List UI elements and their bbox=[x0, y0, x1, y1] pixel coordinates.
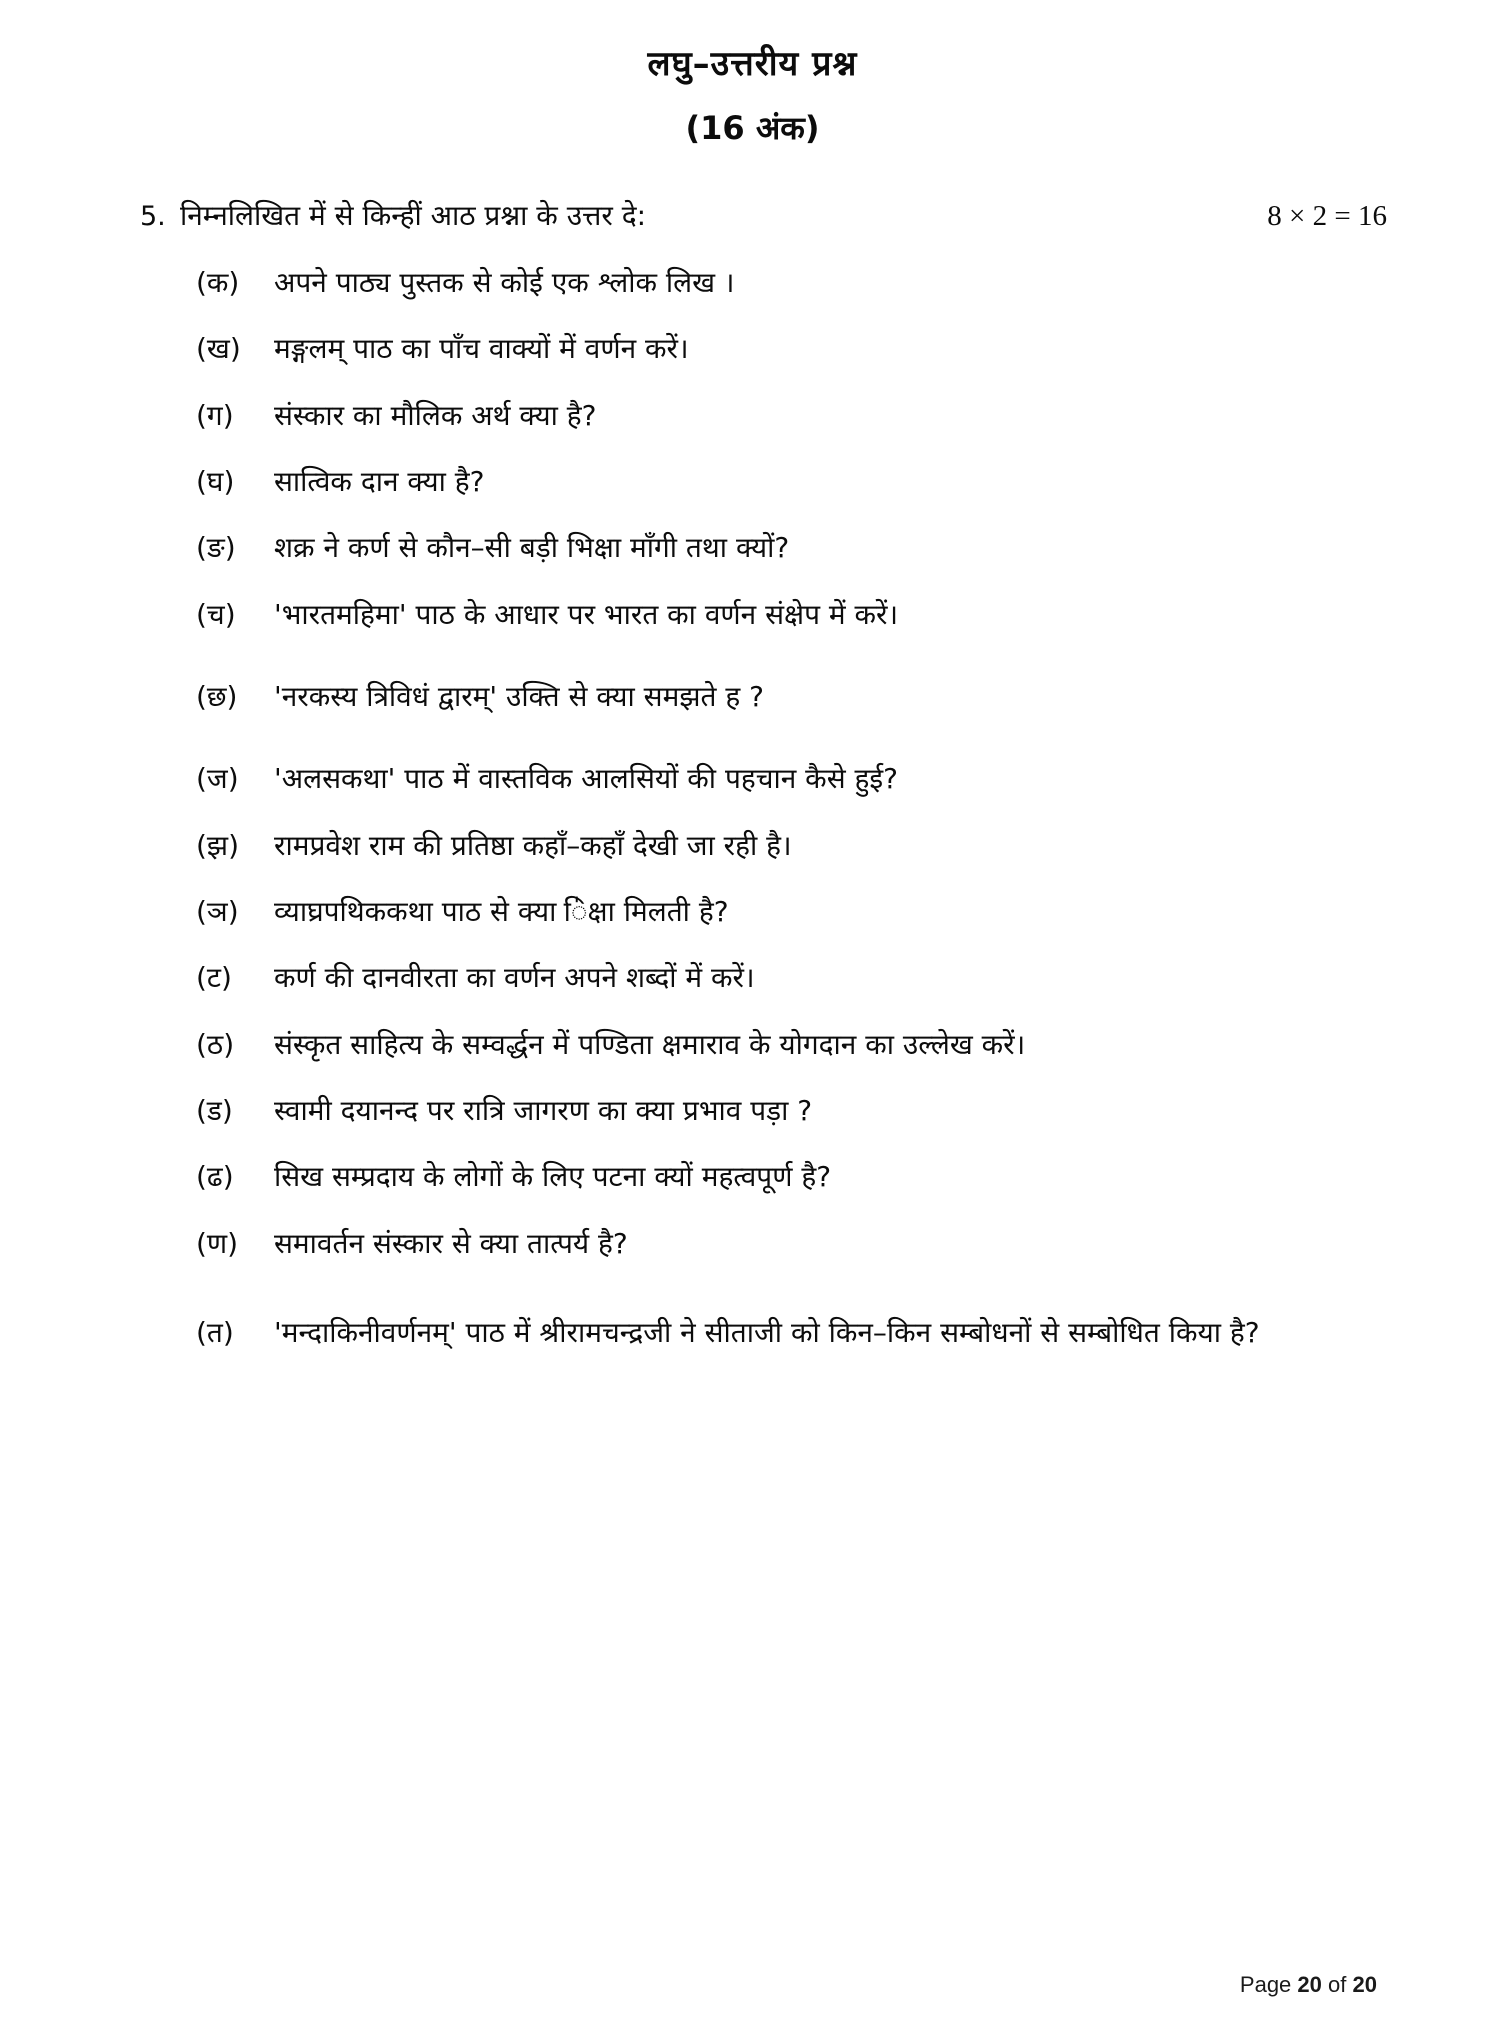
list-item bbox=[196, 1221, 1385, 1266]
sub-question-label: (घ) bbox=[196, 464, 235, 498]
list-item bbox=[196, 1022, 1385, 1067]
question-stem-text: निम्नलिखित में से किन्हीं आठ प्रश्ना के उत्तर दे: bbox=[180, 198, 647, 232]
list-item bbox=[196, 592, 1385, 637]
sub-question-label: (क) bbox=[196, 265, 240, 299]
sub-question-text: सिख सम्प्रदाय के लोगों के लिए पटना क्यों महत्वपूर्ण है? bbox=[274, 1160, 832, 1194]
sub-question-text: 'भारतमहिमा' पाठ के आधार पर भारत का वर्णन संक्षेप में करें। bbox=[274, 597, 899, 631]
question-number: 5. bbox=[140, 200, 166, 232]
sub-question-list bbox=[0, 260, 1505, 1364]
heading-block bbox=[0, 0, 1505, 150]
sub-question-text: अपने पाठ्य पुस्तक से कोई एक श्लोक लिख । bbox=[274, 265, 735, 299]
footer-current-page: 20 bbox=[1297, 1972, 1322, 1997]
section-marks-heading: (16 अंक) bbox=[685, 109, 820, 148]
footer-total-pages: 20 bbox=[1352, 1972, 1377, 1997]
sub-question-text: स्वामी दयानन्द पर रात्रि जागरण का क्या प्रभाव पड़ा ? bbox=[274, 1094, 813, 1128]
sub-question-text: संस्कार का मौलिक अर्थ क्या है? bbox=[274, 398, 597, 432]
sub-question-text: मङ्गलम् पाठ का पाँच वाक्यों में वर्णन करें। bbox=[274, 332, 689, 366]
page-title: लघु–उत्तरीय प्रश्न bbox=[647, 44, 858, 84]
list-item bbox=[196, 459, 1385, 504]
footer-page-word: Page bbox=[1239, 1972, 1292, 1997]
list-item bbox=[196, 326, 1385, 371]
sub-question-label: (ट) bbox=[196, 961, 232, 995]
sub-question-text: 'नरकस्य त्रिविधं द्वारम्' उक्ति से क्या समझते ह ? bbox=[274, 679, 765, 713]
list-item bbox=[196, 955, 1385, 1000]
sub-question-text: रामप्रवेश राम की प्रतिष्ठा कहाँ–कहाँ देखी जा रही है। bbox=[274, 828, 792, 862]
list-item bbox=[196, 1303, 1385, 1363]
sub-question-text: 'अलसकथा' पाठ में वास्तविक आलसियों की पहचान कैसे हुई? bbox=[274, 762, 898, 796]
sub-question-label: (ढ) bbox=[196, 1160, 234, 1194]
list-item bbox=[196, 1088, 1385, 1133]
sub-question-text: समावर्तन संस्कार से क्या तात्पर्य है? bbox=[274, 1226, 628, 1260]
sub-question-label: (ङ) bbox=[196, 531, 236, 565]
sub-question-text: शक्र ने कर्ण से कौन–सी बड़ी भिक्षा माँगी तथा क्यों? bbox=[274, 531, 790, 565]
sub-question-label: (ख) bbox=[196, 332, 241, 366]
sub-question-label: (च) bbox=[196, 597, 236, 631]
sub-question-text: व्याघ्रपथिककथा पाठ से क्या ि॑क्षा मिलती है? bbox=[274, 895, 729, 929]
sub-question-text: कर्ण की दानवीरता का वर्णन अपने शब्दों में करें। bbox=[274, 961, 755, 995]
sub-question-label: (ञ) bbox=[196, 895, 239, 929]
list-item bbox=[196, 525, 1385, 570]
list-item bbox=[196, 889, 1385, 934]
sub-question-label: (ग) bbox=[196, 398, 234, 432]
list-item bbox=[196, 823, 1385, 868]
sub-question-text: संस्कृत साहित्य के सम्वर्द्धन में पण्डिता क्षमाराव के योगदान का उल्लेख करें। bbox=[274, 1027, 1026, 1061]
sub-question-text: 'मन्दाकिनीवर्णनम्' पाठ में श्रीरामचन्द्रजी ने सीताजी को किन–किन सम्बोधनों से सम्बोधित किया है? bbox=[274, 1316, 1260, 1350]
sub-question-label: (ड) bbox=[196, 1094, 233, 1128]
sub-question-label: (छ) bbox=[196, 679, 238, 713]
list-item bbox=[196, 674, 1385, 719]
sub-question-label: (ण) bbox=[196, 1226, 239, 1260]
list-item bbox=[196, 756, 1385, 801]
sub-question-label: (झ) bbox=[196, 828, 240, 862]
page-footer bbox=[0, 1972, 1505, 1998]
footer-of-word: of bbox=[1328, 1972, 1347, 1997]
sub-question-label: (ठ) bbox=[196, 1027, 235, 1061]
question-stem-row bbox=[0, 196, 1505, 234]
sub-question-label: (ज) bbox=[196, 762, 239, 796]
sub-question-text: सात्विक दान क्या है? bbox=[274, 464, 485, 498]
sub-question-label: (त) bbox=[196, 1316, 234, 1350]
list-item bbox=[196, 1154, 1385, 1199]
list-item bbox=[196, 260, 1385, 305]
question-marks: 8 × 2 = 16 bbox=[1267, 199, 1387, 232]
list-item bbox=[196, 393, 1385, 438]
